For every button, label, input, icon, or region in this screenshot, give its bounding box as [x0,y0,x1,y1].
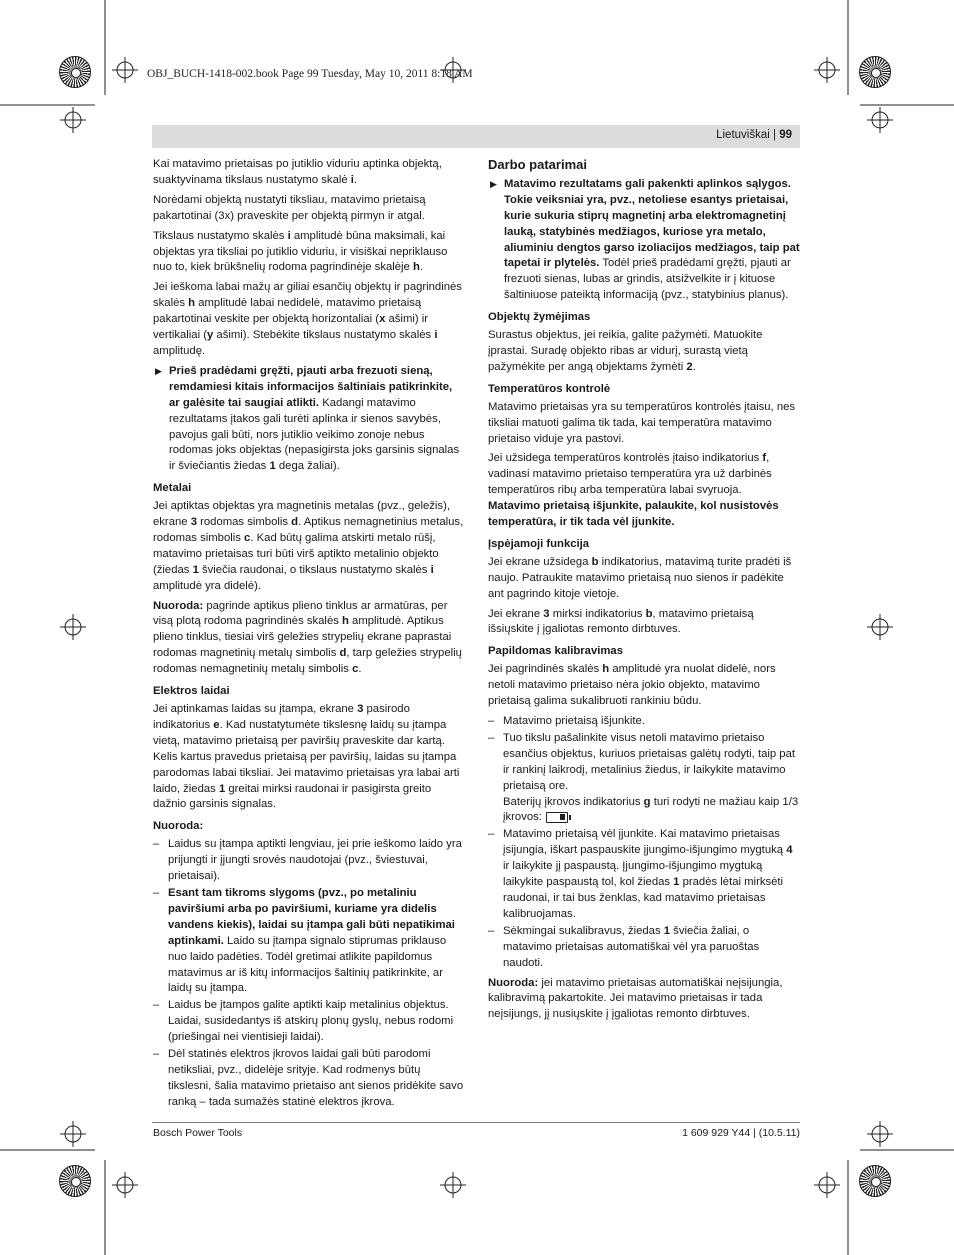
running-header: Lietuviškai | 99 [152,125,800,148]
paragraph: Jei ieškoma labai mažų ar giliai esančių objektų ir pagrindinės skalės h amplitudė labai nedidelė, matavimo prietaisą pakartotinai veskite per objektą horizontaliai (x ašimi) ir vertikaliai (y ašimi). Stebėkite tikslaus nustatymo skalės i amplitudę. [153,281,462,357]
paragraph: Norėdami objektą nustatyti tiksliau, matavimo prietaisą pakartotinai (3x) praveskite per objektą pirmyn ir atgal. [153,193,426,222]
list-item: – Laidus be įtampos galite aptikti kaip metalinius objektus. Laidai, susidedantys iš atskirų plonų gyslų, nebus rodomi (priešingai nei vientisieji laidai). [153,999,454,1044]
section-heading: Temperatūros kontrolė [488,382,611,395]
section-heading: Metalai [153,482,192,495]
header-language: Lietuviškai [716,129,770,141]
left-column [153,157,465,1112]
section-heading: Nuoroda: [153,820,204,833]
arrow-right-icon: ▶ [490,178,497,189]
paragraph: Jei aptinkamas laidas su įtampa, ekrane 3 pasirodo indikatorius e. Kad nustatytumėte tikslesnę laidų su įtampa vietą, matavimo prietaisą per paviršių praveskite dar kartą. Kelis kartus pravedus prietaisą per paviršių, laidas su įtampa parodomas labai tiksliai. Jei matavimo prietaisas yra labai arti laido, žiedas 1 greitai mirksi raudonai ir pasigirsta greito dažnio garsinis signalas. [153,703,460,811]
paragraph: Jei pagrindinės skalės h amplitudė yra nuolat didelė, nors netoli matavimo prietaiso nėra jokio objekto, matavimo prietaisą galima sukalibruoti rankiniu būdu. [488,663,776,708]
list-item: – Tuo tikslu pašalinkite visus netoli matavimo prietaiso esančius objektus, kuriuos prietaisas galėtų rodyti, taip pat ir rankinį laikrodį, metalinius žiedus, ir laikykite matavimo prietaisą ore. Baterijų įkrovos indikatorius g turi rodyti ne mažiau kaip 1/3 įkrovos: [488,731,799,824]
section-heading: Elektros laidai [153,685,230,698]
section-heading: Objektų žymėjimas [488,311,591,324]
list-item: – Dėl statinės elektros įkrovos laidai gali būti parodomi netiksliai, pvz., didelėje srityje. Kad rodmenys būtų tikslesni, šalia matavimo prietaiso ant sienos pridėkite savo ranką – tada sumažės statinė elektros įkrova. [153,1048,464,1108]
paragraph: Tikslaus nustatymo skalės i amplitudė būna maksimali, kai objektas yra tiksliai po jutiklio viduriu, ir visiškai nepriklauso nuo to, kiek brūkšnelių rodoma pagrindinėje skalėje h. [153,229,448,274]
page-number: 99 [779,129,792,141]
paragraph: Matavimo prietaisas yra su temperatūros kontrolės įtaisu, nes tiksliai matuoti galima tik tada, kai temperatūra matavimo prietaiso viduje yra pastovi. [488,400,796,445]
list-item: – Sėkmingai sukalibravus, žiedas 1 šviečia žaliai, o matavimo prietaisas automatiškai vėl yra paruoštas naudoti. [488,924,760,969]
paragraph: Jei užsidega temperatūros kontrolės įtaiso indikatorius f, vadinasi matavimo prietaiso temperatūra yra už darbinės temperatūros ribų arba temperatūra labai svyruoja. [488,452,772,497]
paragraph: Surastus objektus, jei reikia, galite pažymėti. Matuokite įprastai. Suradę objekto ribas ar vidurį, surastą vietą pažymėkite per angą objektams žymėti 2. [488,329,763,373]
paragraph: Jei aptiktas objektas yra magnetinis metalas (pvz., geležis), ekrane 3 rodomas simbolis d. Aptikus nemagnetinius metalus, rodomas simbolis c. Kad būtų galima atskirti metalo rūšį, matavimo prietaisas turi būti virš aptikto metalinio objekto (žiedas 1 šviečia raudonai, o tikslaus nustatymo skalės i amplitudė yra didelė). [153,500,464,592]
paragraph: Matavimo prietaisą išjunkite, palaukite, kol nusistovės temperatūra, ir tik tada vėl įjunkite. [488,500,779,529]
footer-brand: Bosch Power Tools [153,1127,243,1139]
warning-note: ▶ Prieš pradėdami gręžti, pjauti arba frezuoti sieną, remdamiesi kitais informacijos šaltiniais patikrinkite, ar galėsite tai saugiai atlikti. Kadangi matavimo rezultatams įtakos gali turėti aplinka ir sienos savybės, pavojus gali būti, nors jutiklio veikimo zonoje nebus rodomas joks objektas (nepasigirsta joks garsinis signalas ir šviečiantis žiedas 1 dega žaliai). [155,364,460,473]
list-item: – Laidus su įtampa aptikti lengviau, jei prie ieškomo laido yra prijungti ir įjungti srovės naudotojai (pvz., šviestuvai, prietaisai). [153,838,462,883]
paragraph: Nuoroda: pagrinde aptikus plieno tinklus ar armatūras, per visą plotą rodoma pagrindinės skalės h amplitudė. Aptikus plieno tinklus, tiesiai virš geležies strypelių ekrane paprastai rodomas magnetinių metalų simbolis d, tarp geležies strypelių rodomas nemagnetinių metalų simbolis c. [153,599,462,676]
warning-note: ▶ Matavimo rezultatams gali pakenkti aplinkos sąlygos. Tokie veiksniai yra, pvz., netoliese esantys prietaisai, kurie sukuria stiprų magnetinį arba elektromagnetinį lauką, statybinės medžiagos, kuriose yra metalo, aliuminiu dengtos garso izoliacijos medžiagos, taip pat tapetai ir plytelės. Todėl prieš pradėdami gręžti, pjauti ar frezuoti sienas, lubas ar grindis, atsižvelkite ir į kituose šaltiniuose pateiktą informaciją (pvz., statybinius planus). [490,177,800,302]
footer-divider [152,1122,800,1123]
section-title: Darbo patarimai [488,157,587,172]
footer-doc-number: 1 609 929 Y44 | (10.5.11) [682,1127,800,1139]
print-info-line: OBJ_BUCH-1418-002.book Page 99 Tuesday, May 10, 2011 8:18 AM [147,68,473,80]
paragraph: Kai matavimo prietaisas po jutiklio viduriu aptinka objektą, suaktyvinama tikslaus nustatymo skalė i. [153,158,442,186]
paragraph: Nuoroda: jei matavimo prietaisas automatiškai neįsijungia, kalibravimą pakartokite. Jei matavimo prietaisas ir tada neįsijungs, jį nusiųskite į įgaliotas remonto dirbtuves. [488,976,783,1021]
battery-icon [546,812,568,823]
list-item: – Matavimo prietaisą vėl įjunkite. Kai matavimo prietaisas įsijungia, iškart paspauskite įjungimo-išjungimo mygtuką 4 ir laikykite jį paspaustą. Įjungimo-išjungimo mygtuką laikykite paspaustą tol, kol žiedas 1 pradės lėtai mirksėti raudonai, ir tai bus ženklas, kad matavimo prietaisas kalibruojamas. [488,828,793,920]
section-heading: Įspėjamoji funkcija [488,537,590,550]
section-heading: Papildomas kalibravimas [488,645,624,658]
paragraph: Jei ekrane 3 mirksi indikatorius b, matavimo prietaisą išsiųskite į įgaliotas remonto dirbtuves. [488,607,754,636]
list-item: – Matavimo prietaisą išjunkite. [488,715,645,727]
paragraph: Jei ekrane užsidega b indikatorius, matavimą turite pradėti iš naujo. Patraukite matavimo prietaisą nuo sienos ir padėkite ant pagrindo kitoje vietoje. [488,555,792,600]
list-item: – Esant tam tikroms slygoms (pvz., po metaliniu paviršiumi arba po paviršiumi, kuriame yra didelis vandens kiekis), laidai su įtampa gali būti nepatikimai aptinkami. Laido su įtampa signalo stiprumas priklauso nuo laido padėties. Todėl gretimai atlikite papildomus matavimus ar iš kitų informacijos šaltinių patikrinkite, ar laidų su įtampa. [153,886,455,995]
arrow-right-icon: ▶ [155,365,162,376]
right-column [488,157,800,1027]
